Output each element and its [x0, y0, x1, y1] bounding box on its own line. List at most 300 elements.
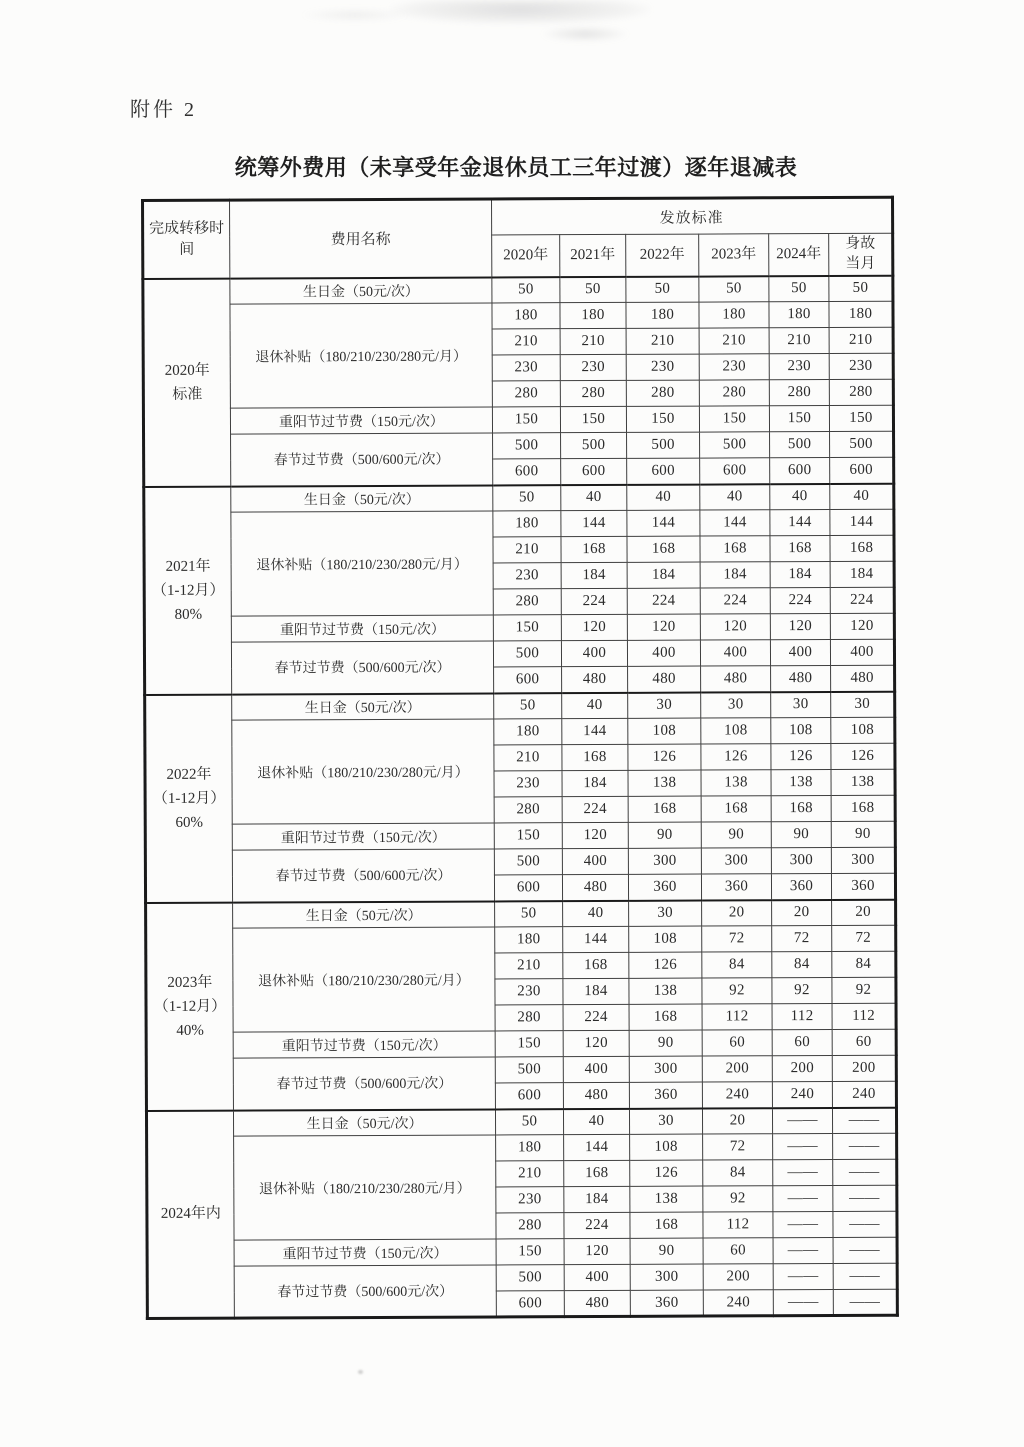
- value-cell: 90: [771, 821, 831, 847]
- value-cell: 60: [702, 1030, 772, 1056]
- value-cell: 168: [831, 795, 895, 821]
- value-cell: 480: [563, 1082, 629, 1108]
- value-cell: 92: [702, 978, 772, 1004]
- value-cell: 72: [702, 926, 772, 952]
- value-cell: 210: [699, 328, 769, 354]
- value-cell: 360: [771, 873, 831, 899]
- value-cell: 280: [829, 379, 893, 405]
- value-cell: 50: [494, 693, 562, 719]
- fee-name-cell: 重阳节过节费（150元/次）: [230, 407, 492, 434]
- value-cell: 168: [627, 536, 700, 562]
- value-cell: 180: [492, 303, 560, 329]
- value-cell: 600: [700, 458, 770, 484]
- value-cell: 50: [699, 276, 769, 302]
- value-cell: 210: [495, 953, 563, 979]
- value-cell: 72: [703, 1134, 773, 1160]
- value-cell: 230: [769, 353, 829, 379]
- value-cell: 600: [770, 457, 830, 483]
- value-cell: 280: [560, 380, 626, 406]
- value-cell: 40: [562, 692, 628, 718]
- table-row: [147, 1263, 897, 1292]
- value-cell: 210: [560, 328, 626, 354]
- value-cell: 180: [494, 719, 562, 745]
- value-cell: 400: [562, 848, 628, 874]
- value-cell: 150: [495, 1031, 563, 1057]
- value-cell: 150: [769, 405, 829, 431]
- value-cell: 180: [493, 511, 561, 537]
- value-cell: 30: [629, 900, 702, 926]
- value-cell: 184: [561, 562, 627, 588]
- value-cell: 230: [829, 353, 893, 379]
- value-cell: 168: [628, 796, 701, 822]
- scan-speck: [358, 1370, 363, 1374]
- value-cell: 200: [832, 1055, 896, 1081]
- fee-name-cell: 重阳节过节费（150元/次）: [233, 1031, 495, 1058]
- value-cell: 500: [700, 432, 770, 458]
- value-cell: 50: [495, 1109, 563, 1135]
- value-cell: 20: [832, 899, 896, 925]
- value-cell: 40: [561, 484, 627, 510]
- value-cell: 400: [564, 1264, 630, 1290]
- value-cell: ——: [833, 1289, 897, 1315]
- value-cell: 230: [493, 563, 561, 589]
- fee-name-cell: 生日金（50元/次）: [232, 693, 494, 720]
- value-cell: 280: [493, 589, 561, 615]
- value-cell: 300: [630, 1264, 703, 1290]
- period-cell: 2023年 （1-12月） 40%: [146, 902, 234, 1110]
- header-year-2021: 2021年: [560, 234, 626, 276]
- table-row: [145, 691, 895, 720]
- value-cell: 108: [629, 926, 702, 952]
- table-row: [143, 405, 893, 434]
- value-cell: 600: [495, 1083, 563, 1109]
- value-cell: 138: [771, 769, 831, 795]
- value-cell: 500: [495, 1057, 563, 1083]
- value-cell: 144: [564, 1134, 630, 1160]
- value-cell: 230: [496, 1187, 564, 1213]
- fee-name-cell: 春节过节费（500/600元/次）: [231, 641, 493, 694]
- value-cell: 230: [495, 979, 563, 1005]
- value-cell: 138: [831, 769, 895, 795]
- value-cell: 500: [494, 849, 562, 875]
- value-cell: 200: [772, 1055, 832, 1081]
- table-row: [147, 1133, 897, 1162]
- page-title: 统筹外费用（未享受年金退休员工三年过渡）逐年退减表: [234, 155, 798, 180]
- value-cell: 600: [493, 459, 561, 485]
- value-cell: 138: [629, 978, 702, 1004]
- value-cell: 84: [703, 1160, 773, 1186]
- table-row: [147, 1237, 897, 1266]
- value-cell: 50: [493, 485, 561, 511]
- scan-smudge: [390, 0, 650, 24]
- value-cell: 224: [564, 1212, 630, 1238]
- value-cell: 108: [701, 718, 771, 744]
- value-cell: 150: [699, 406, 769, 432]
- value-cell: 72: [772, 925, 832, 951]
- value-cell: 120: [770, 613, 830, 639]
- header-year-2020: 2020年: [492, 235, 560, 277]
- value-cell: 500: [493, 641, 561, 667]
- value-cell: 500: [561, 432, 627, 458]
- table-row: [146, 899, 896, 928]
- value-cell: 50: [492, 277, 560, 303]
- header-year-2023: 2023年: [699, 234, 769, 276]
- value-cell: 280: [626, 380, 699, 406]
- value-cell: 126: [628, 744, 701, 770]
- fee-name-cell: 春节过节费（500/600元/次）: [234, 1265, 496, 1318]
- value-cell: 400: [830, 639, 894, 665]
- table-row: [145, 847, 895, 876]
- table-row: [146, 925, 896, 954]
- fee-name-cell: 重阳节过节费（150元/次）: [234, 1239, 496, 1266]
- value-cell: 50: [560, 276, 626, 302]
- fee-table: [141, 196, 896, 1320]
- value-cell: 138: [628, 770, 701, 796]
- value-cell: 184: [830, 561, 894, 587]
- value-cell: 184: [564, 1186, 630, 1212]
- fee-name-cell: 春节过节费（500/600元/次）: [232, 849, 494, 902]
- value-cell: 224: [830, 587, 894, 613]
- value-cell: 144: [770, 509, 830, 535]
- value-cell: 144: [561, 510, 627, 536]
- value-cell: 20: [702, 1108, 772, 1134]
- value-cell: 40: [770, 483, 830, 509]
- value-cell: 50: [495, 901, 563, 927]
- value-cell: 240: [832, 1081, 896, 1107]
- value-cell: 126: [629, 952, 702, 978]
- value-cell: 400: [563, 1056, 629, 1082]
- value-cell: 168: [700, 536, 770, 562]
- value-cell: 180: [769, 301, 829, 327]
- value-cell: 180: [626, 302, 699, 328]
- value-cell: ——: [773, 1237, 833, 1263]
- value-cell: 150: [494, 823, 562, 849]
- value-cell: 92: [832, 977, 896, 1003]
- value-cell: 126: [630, 1160, 703, 1186]
- value-cell: 144: [627, 510, 700, 536]
- value-cell: ——: [773, 1159, 833, 1185]
- fee-table-grid: [141, 196, 899, 1320]
- value-cell: ——: [833, 1237, 897, 1263]
- value-cell: 30: [628, 692, 701, 718]
- attachment-label: 附件 2: [130, 99, 197, 121]
- value-cell: 120: [830, 613, 894, 639]
- value-cell: 144: [830, 509, 894, 535]
- value-cell: 180: [560, 302, 626, 328]
- value-cell: 30: [701, 692, 771, 718]
- value-cell: 112: [772, 1003, 832, 1029]
- fee-name-cell: 春节过节费（500/600元/次）: [231, 433, 493, 486]
- period-cell: 2021年 （1-12月） 80%: [144, 486, 232, 694]
- value-cell: 224: [700, 588, 770, 614]
- table-row: [144, 483, 894, 512]
- value-cell: 224: [561, 588, 627, 614]
- header-period: 完成转移时间: [143, 200, 230, 278]
- table-row: [143, 301, 893, 330]
- table-row: [146, 1055, 896, 1084]
- value-cell: 224: [562, 796, 628, 822]
- period-cell: 2020年 标准: [143, 278, 231, 486]
- value-cell: 240: [703, 1290, 773, 1316]
- value-cell: ——: [772, 1107, 832, 1133]
- value-cell: 360: [630, 1290, 703, 1316]
- value-cell: 40: [563, 1108, 629, 1134]
- value-cell: 300: [771, 847, 831, 873]
- value-cell: 480: [831, 665, 895, 691]
- value-cell: 126: [771, 743, 831, 769]
- value-cell: 184: [627, 562, 700, 588]
- fee-name-cell: 生日金（50元/次）: [233, 1109, 495, 1136]
- value-cell: 168: [562, 744, 628, 770]
- value-cell: 144: [562, 718, 628, 744]
- value-cell: 240: [772, 1081, 832, 1107]
- value-cell: 180: [829, 301, 893, 327]
- header-year-2024: 2024年: [769, 233, 829, 275]
- period-cell: 2022年 （1-12月） 60%: [145, 694, 233, 902]
- value-cell: 180: [699, 302, 769, 328]
- value-cell: 210: [769, 327, 829, 353]
- scan-smudge: [540, 26, 630, 42]
- value-cell: 500: [770, 431, 830, 457]
- value-cell: 84: [772, 951, 832, 977]
- fee-name-cell: 生日金（50元/次）: [230, 277, 492, 304]
- value-cell: 280: [699, 380, 769, 406]
- value-cell: 108: [628, 718, 701, 744]
- value-cell: 230: [699, 354, 769, 380]
- fee-name-cell: 退休补贴（180/210/230/280元/月）: [231, 511, 493, 616]
- value-cell: 112: [832, 1003, 896, 1029]
- fee-name-cell: 退休补贴（180/210/230/280元/月）: [230, 303, 492, 408]
- value-cell: ——: [833, 1263, 897, 1289]
- value-cell: 480: [562, 874, 628, 900]
- value-cell: 280: [496, 1213, 564, 1239]
- period-cell: 2024年内: [146, 1110, 234, 1318]
- value-cell: ——: [833, 1133, 897, 1159]
- value-cell: 224: [627, 588, 700, 614]
- value-cell: 168: [630, 1212, 703, 1238]
- value-cell: 120: [563, 1030, 629, 1056]
- value-cell: 300: [628, 848, 701, 874]
- value-cell: 50: [829, 275, 893, 301]
- value-cell: 184: [562, 770, 628, 796]
- value-cell: 120: [627, 614, 700, 640]
- value-cell: 126: [831, 743, 895, 769]
- value-cell: 600: [627, 458, 700, 484]
- value-cell: 168: [561, 536, 627, 562]
- value-cell: 480: [562, 666, 628, 692]
- value-cell: 480: [701, 666, 771, 692]
- value-cell: 210: [829, 327, 893, 353]
- value-cell: 300: [629, 1056, 702, 1082]
- value-cell: 400: [627, 640, 700, 666]
- value-cell: 90: [630, 1238, 703, 1264]
- value-cell: 168: [830, 535, 894, 561]
- value-cell: ——: [833, 1159, 897, 1185]
- value-cell: 168: [629, 1004, 702, 1030]
- value-cell: 480: [564, 1290, 630, 1316]
- value-cell: 280: [492, 381, 560, 407]
- value-cell: 360: [701, 874, 771, 900]
- value-cell: 168: [701, 796, 771, 822]
- value-cell: ——: [832, 1107, 896, 1133]
- fee-name-cell: 重阳节过节费（150元/次）: [231, 615, 493, 642]
- fee-table-body: [143, 275, 898, 1318]
- value-cell: 210: [492, 329, 560, 355]
- header-standard: 发放标准: [492, 197, 893, 235]
- value-cell: 50: [626, 276, 699, 302]
- fee-name-cell: 生日金（50元/次）: [231, 485, 493, 512]
- value-cell: 230: [492, 355, 560, 381]
- value-cell: 210: [496, 1161, 564, 1187]
- value-cell: 108: [831, 717, 895, 743]
- value-cell: 184: [563, 978, 629, 1004]
- value-cell: ——: [773, 1133, 833, 1159]
- value-cell: 600: [496, 1291, 564, 1317]
- table-row: [144, 509, 894, 538]
- value-cell: 92: [772, 977, 832, 1003]
- value-cell: 200: [703, 1264, 773, 1290]
- fee-name-cell: 生日金（50元/次）: [233, 901, 495, 928]
- value-cell: 600: [830, 457, 894, 483]
- value-cell: 224: [770, 587, 830, 613]
- value-cell: 210: [494, 745, 562, 771]
- table-row: [146, 1029, 896, 1058]
- table-row: [145, 821, 895, 850]
- value-cell: 230: [560, 354, 626, 380]
- table-row: [143, 275, 893, 304]
- value-cell: 50: [769, 275, 829, 301]
- value-cell: 500: [830, 431, 894, 457]
- value-cell: 150: [496, 1239, 564, 1265]
- value-cell: 200: [702, 1056, 772, 1082]
- value-cell: 72: [832, 925, 896, 951]
- value-cell: 40: [830, 483, 894, 509]
- value-cell: 300: [831, 847, 895, 873]
- value-cell: 150: [493, 615, 561, 641]
- table-row: [144, 613, 894, 642]
- value-cell: 360: [628, 874, 701, 900]
- value-cell: 280: [769, 379, 829, 405]
- value-cell: 138: [701, 770, 771, 796]
- value-cell: 92: [703, 1186, 773, 1212]
- value-cell: 230: [494, 771, 562, 797]
- value-cell: 240: [702, 1082, 772, 1108]
- value-cell: 120: [700, 614, 770, 640]
- value-cell: 60: [703, 1238, 773, 1264]
- table-row: [144, 431, 894, 460]
- value-cell: 180: [496, 1135, 564, 1161]
- fee-name-cell: 重阳节过节费（150元/次）: [232, 823, 494, 850]
- table-row: [145, 717, 895, 746]
- header-row-1: [143, 197, 893, 236]
- value-cell: 480: [628, 666, 701, 692]
- value-cell: 400: [561, 640, 627, 666]
- value-cell: 40: [700, 484, 770, 510]
- value-cell: 120: [562, 822, 628, 848]
- value-cell: 300: [701, 848, 771, 874]
- value-cell: 40: [627, 484, 700, 510]
- value-cell: 112: [703, 1212, 773, 1238]
- fee-name-cell: 退休补贴（180/210/230/280元/月）: [233, 927, 495, 1032]
- header-fee-name: 费用名称: [230, 199, 492, 278]
- value-cell: 20: [702, 900, 772, 926]
- value-cell: 500: [493, 433, 561, 459]
- value-cell: 230: [626, 354, 699, 380]
- value-cell: ——: [773, 1263, 833, 1289]
- value-cell: 210: [626, 328, 699, 354]
- scan-smudge: [300, 8, 410, 22]
- value-cell: ——: [833, 1185, 897, 1211]
- value-cell: ——: [833, 1211, 897, 1237]
- fee-name-cell: 退休补贴（180/210/230/280元/月）: [234, 1135, 496, 1240]
- value-cell: 150: [829, 405, 893, 431]
- value-cell: 600: [494, 875, 562, 901]
- value-cell: 120: [561, 614, 627, 640]
- value-cell: 30: [629, 1108, 702, 1134]
- value-cell: 84: [832, 951, 896, 977]
- value-cell: 480: [771, 665, 831, 691]
- value-cell: 150: [492, 407, 560, 433]
- value-cell: 60: [832, 1029, 896, 1055]
- value-cell: 84: [702, 952, 772, 978]
- value-cell: 500: [496, 1265, 564, 1291]
- value-cell: 168: [563, 952, 629, 978]
- value-cell: 210: [493, 537, 561, 563]
- value-cell: 90: [628, 822, 701, 848]
- value-cell: 112: [702, 1004, 772, 1030]
- value-cell: 40: [563, 900, 629, 926]
- value-cell: 108: [771, 717, 831, 743]
- table-row: [144, 639, 894, 668]
- value-cell: 150: [560, 406, 626, 432]
- value-cell: 400: [770, 639, 830, 665]
- value-cell: 280: [495, 1005, 563, 1031]
- value-cell: 120: [564, 1238, 630, 1264]
- value-cell: 360: [831, 873, 895, 899]
- value-cell: 184: [770, 561, 830, 587]
- value-cell: 90: [831, 821, 895, 847]
- value-cell: 184: [700, 562, 770, 588]
- value-cell: 168: [771, 795, 831, 821]
- value-cell: ——: [773, 1211, 833, 1237]
- value-cell: 20: [772, 899, 832, 925]
- value-cell: 180: [495, 927, 563, 953]
- value-cell: 224: [563, 1004, 629, 1030]
- table-row: [146, 1107, 896, 1136]
- value-cell: 30: [771, 691, 831, 717]
- value-cell: 280: [494, 797, 562, 823]
- value-cell: ——: [773, 1185, 833, 1211]
- value-cell: 144: [563, 926, 629, 952]
- value-cell: 150: [626, 406, 699, 432]
- value-cell: 30: [831, 691, 895, 717]
- value-cell: 126: [701, 744, 771, 770]
- value-cell: 60: [772, 1029, 832, 1055]
- value-cell: 108: [630, 1134, 703, 1160]
- value-cell: 600: [494, 667, 562, 693]
- header-death-month: 身故 当月: [829, 233, 893, 275]
- value-cell: ——: [773, 1289, 833, 1315]
- value-cell: 90: [701, 822, 771, 848]
- header-year-2022: 2022年: [626, 234, 699, 276]
- value-cell: 168: [770, 535, 830, 561]
- value-cell: 500: [627, 432, 700, 458]
- value-cell: 144: [700, 510, 770, 536]
- fee-name-cell: 退休补贴（180/210/230/280元/月）: [232, 719, 494, 824]
- fee-name-cell: 春节过节费（500/600元/次）: [233, 1057, 495, 1110]
- value-cell: 138: [630, 1186, 703, 1212]
- value-cell: 360: [629, 1082, 702, 1108]
